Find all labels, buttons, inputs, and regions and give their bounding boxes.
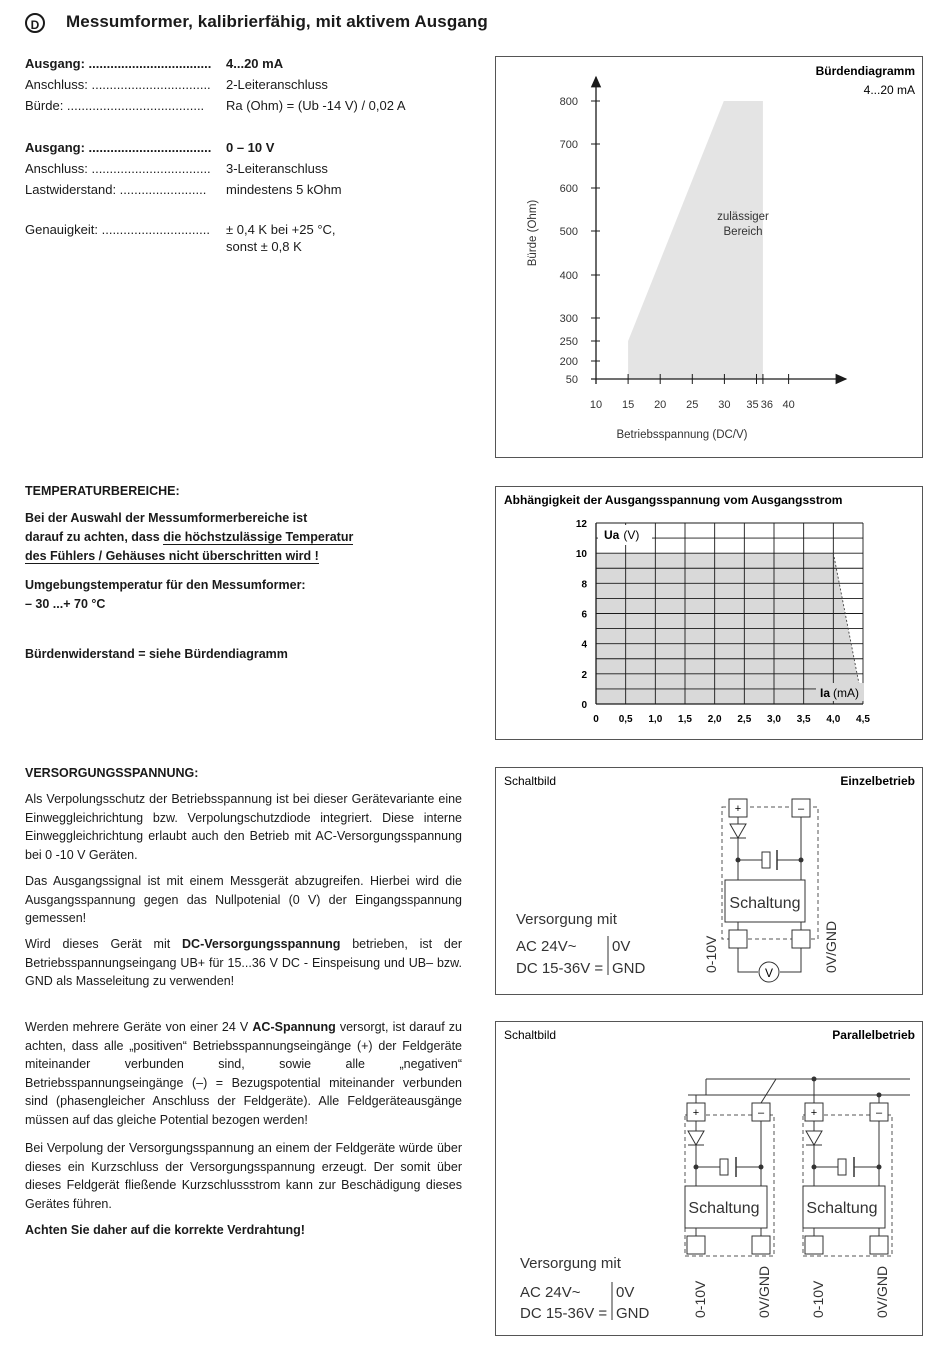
supply-warning: Achten Sie daher auf die korrekte Verdrahtung! bbox=[25, 1223, 305, 1237]
y-tick-label: 500 bbox=[559, 226, 578, 238]
supply-gnd: GND bbox=[612, 960, 646, 977]
diode-icon bbox=[806, 1131, 822, 1145]
y-tick-label: 10 bbox=[575, 549, 587, 561]
spec-value-2: sonst ± 0,8 K bbox=[226, 239, 302, 254]
supply-ac: AC 24V~ bbox=[516, 938, 577, 955]
svg-text:Schaltung: Schaltung bbox=[688, 1200, 760, 1217]
spec-value: ± 0,4 K bei +25 °C, bbox=[226, 222, 336, 237]
x-tick-label: 20 bbox=[654, 399, 667, 411]
x-tick-label: 35 bbox=[746, 399, 759, 411]
y-tick-label: 250 bbox=[559, 336, 578, 348]
spec-block-0-10 bbox=[25, 137, 342, 200]
x-tick-label: 1,5 bbox=[678, 714, 692, 725]
temperature-note bbox=[25, 509, 353, 566]
x-tick-label: 2,5 bbox=[737, 714, 752, 725]
language-badge: D bbox=[25, 13, 45, 33]
temp-line-2a: darauf zu achten, dass bbox=[25, 530, 164, 544]
output-chart-box bbox=[495, 486, 923, 740]
terminal-output bbox=[729, 930, 747, 948]
svg-text:–: – bbox=[757, 1107, 765, 1119]
x-tick-label: 0,5 bbox=[618, 714, 633, 725]
supply-0v: 0V bbox=[612, 938, 631, 955]
schematic-single bbox=[496, 768, 924, 996]
y-tick-label: 200 bbox=[559, 356, 578, 368]
x-axis-label: Betriebsspannung (DC/V) bbox=[616, 429, 748, 441]
device-1 bbox=[685, 1079, 776, 1318]
schematic-label: Schaltbild bbox=[504, 1028, 557, 1042]
supply-paragraph-3: Wird dieses Gerät mit DC-Versorgungsspannung betrieben, ist der Betriebsspannungseingang UB+ für 15...36 V DC - Einspeisung und UB– bzw. GND als Masseleitung zu verwenden! bbox=[25, 937, 462, 988]
y-tick-label: 800 bbox=[559, 96, 578, 108]
supply-gnd: GND bbox=[616, 1305, 650, 1322]
schematic-mode: Parallelbetrieb bbox=[832, 1028, 915, 1042]
schematic-parallel bbox=[496, 1022, 924, 1337]
gnd-label: 0V/GND bbox=[874, 1265, 890, 1318]
y-tick-label: 50 bbox=[565, 374, 578, 386]
spec-label: Genauigkeit: .............................. bbox=[25, 222, 210, 237]
schematic-label: Schaltbild bbox=[504, 774, 557, 788]
x-tick-label: 10 bbox=[589, 399, 603, 411]
spec-value: 4...20 mA bbox=[226, 56, 284, 71]
supply-dc: DC 15-36V = bbox=[520, 1305, 608, 1322]
spec-label: Ausgang: .................................. bbox=[25, 140, 212, 155]
x-tick-label: 40 bbox=[782, 399, 795, 411]
burden-chart bbox=[496, 57, 924, 459]
x-tick-label: 3,5 bbox=[796, 714, 811, 725]
x-tick-label: 0 bbox=[593, 714, 599, 725]
diode-icon bbox=[688, 1131, 704, 1145]
chart-title: Bürdendiagramm bbox=[815, 64, 915, 78]
output-label: 0-10V bbox=[692, 1280, 708, 1318]
supply-heading: VERSORGUNGSSPANNUNG: bbox=[25, 766, 199, 780]
region-label-1: zulässiger bbox=[717, 211, 769, 223]
spec-label: Bürde: ...................................... bbox=[25, 98, 205, 113]
x-axis-label: Ia (mA) bbox=[820, 686, 860, 700]
spec-label: Ausgang: .................................. bbox=[25, 56, 212, 71]
x-tick-label: 15 bbox=[621, 399, 635, 411]
gnd-label: 0V/GND bbox=[756, 1265, 772, 1318]
capacitor-icon bbox=[838, 1159, 846, 1175]
spec-value: 0 – 10 V bbox=[226, 140, 275, 155]
chart-subtitle: 4...20 mA bbox=[863, 83, 915, 97]
output-label: 0-10V bbox=[810, 1280, 826, 1318]
x-tick-label: 25 bbox=[686, 399, 699, 411]
schematic-parallel-box bbox=[495, 1021, 923, 1336]
chart-title: Abhängigkeit der Ausgangsspannung vom Ausgangsstrom bbox=[504, 493, 843, 507]
spec-row-connection bbox=[25, 158, 342, 179]
supply-paragraph-4: Werden mehrere Geräte von einer 24 V AC-Spannung versorgt, ist darauf zu achten, dass alle „positiven“ Betriebsspannungseingänge (+) der Feldgeräte miteinander verbunden sind, sowie alle „negativen“ Betriebsspannungseingänge (–) = Bezugspotential miteinander verbunden sind (phasengleicher Anschluss der Feldgeräte). Alle Feldgeräteausgänge müssen auf das gleiche Potential bezogen werden! bbox=[25, 1020, 462, 1127]
x-tick-label: 4,0 bbox=[826, 714, 841, 725]
spec-accuracy bbox=[25, 221, 336, 255]
x-tick-label: 30 bbox=[718, 399, 731, 411]
output-label: 0-10V bbox=[703, 935, 719, 973]
temp-line-2b: die höchstzulässige Temperatur bbox=[163, 530, 354, 544]
spec-value: 2-Leiteranschluss bbox=[226, 77, 328, 92]
svg-text:Schaltung: Schaltung bbox=[729, 895, 801, 912]
x-tick-label: 1,0 bbox=[648, 714, 663, 725]
y-axis-label: Bürde (Ohm) bbox=[527, 199, 539, 267]
spec-block-4-20 bbox=[25, 53, 406, 116]
terminal-output bbox=[805, 1236, 823, 1254]
supply-paragraph-1: Als Verpolungsschutz der Betriebsspannung ist bei dieser Gerätevariante eine Einweggleichrichtung bzw. Verpolungschutzdiode integriert. Diese interne Einweggleichrichtung erlaubt auch den Betrieb mit AC-Versorgungsspannung bei 0 -10 V Geräten. bbox=[25, 792, 462, 862]
supply-ac: AC 24V~ bbox=[520, 1284, 581, 1301]
temp-line-1: Bei der Auswahl der Messumformerbereiche ist bbox=[25, 511, 308, 525]
supply-dc: DC 15-36V = bbox=[516, 960, 604, 977]
supply-0v: 0V bbox=[616, 1284, 635, 1301]
y-tick-label: 12 bbox=[575, 519, 587, 530]
supply-paragraph-5: Bei Verpolung der Versorgungsspannung an einem der Feldgeräte würde über dieses ein Kurzschluss der Versorgungsspannung erzeugt. Der somit über dieses Feldgerät fließende Kurzschlussstrom kann zur Beschädigung dieses Gerätes führen. bbox=[25, 1141, 462, 1211]
terminal-output bbox=[687, 1236, 705, 1254]
x-tick-label: 3,0 bbox=[767, 714, 781, 725]
svg-text:–: – bbox=[797, 803, 805, 815]
y-tick-label: 600 bbox=[559, 183, 578, 195]
spec-label: Anschluss: ................................. bbox=[25, 77, 211, 92]
ambient-value: – 30 ...+ 70 °C bbox=[25, 597, 106, 611]
page-title: Messumformer, kalibrierfähig, mit aktivem Ausgang bbox=[66, 12, 488, 31]
y-axis-label: Ua (V) bbox=[604, 528, 640, 542]
x-tick-label: 2,0 bbox=[707, 714, 722, 725]
spec-row-output bbox=[25, 53, 406, 74]
svg-text:+: + bbox=[810, 1107, 818, 1119]
terminal-gnd bbox=[752, 1236, 770, 1254]
diode-icon bbox=[730, 824, 746, 838]
terminal-gnd bbox=[792, 930, 810, 948]
gnd-label: 0V/GND bbox=[823, 920, 839, 973]
burden-diagram-box bbox=[495, 56, 923, 458]
spec-value: Ra (Ohm) = (Ub -14 V) / 0,02 A bbox=[226, 98, 406, 113]
y-tick-label: 0 bbox=[581, 700, 587, 711]
svg-text:V: V bbox=[764, 966, 774, 980]
device-2 bbox=[803, 1077, 892, 1319]
spec-value: 3-Leiteranschluss bbox=[226, 161, 328, 176]
svg-text:+: + bbox=[734, 803, 742, 815]
spec-row-connection bbox=[25, 74, 406, 95]
supply-title: Versorgung mit bbox=[520, 1255, 621, 1272]
terminal-gnd bbox=[870, 1236, 888, 1254]
supply-title: Versorgung mit bbox=[516, 911, 617, 928]
y-tick-label: 300 bbox=[559, 313, 578, 325]
supply-paragraph-2: Das Ausgangssignal ist mit einem Messgerät abzugreifen. Hierbei wird die Ausgangsspannung gegen das Nullpotenial (0 V) der Eingangsspannung gemessen! bbox=[25, 874, 462, 925]
ambient-temperature bbox=[25, 576, 306, 614]
spec-row-burden bbox=[25, 95, 406, 116]
svg-text:–: – bbox=[875, 1107, 883, 1119]
spec-label: Anschluss: ................................. bbox=[25, 161, 211, 176]
spec-row-output bbox=[25, 137, 342, 158]
y-tick-label: 2 bbox=[581, 669, 587, 681]
y-tick-label: 400 bbox=[559, 270, 578, 282]
spec-label: Lastwiderstand: ........................ bbox=[25, 182, 207, 197]
svg-text:Schaltung: Schaltung bbox=[806, 1200, 878, 1217]
spec-value: mindestens 5 kOhm bbox=[226, 182, 342, 197]
y-tick-label: 6 bbox=[581, 609, 587, 621]
capacitor-icon bbox=[720, 1159, 728, 1175]
y-tick-label: 700 bbox=[559, 139, 578, 151]
x-tick-label: 4,5 bbox=[856, 714, 870, 725]
temp-line-3: des Fühlers / Gehäuses nicht überschritten wird ! bbox=[25, 549, 319, 563]
capacitor-icon bbox=[762, 852, 770, 868]
svg-text:+: + bbox=[692, 1107, 700, 1119]
output-chart bbox=[496, 487, 924, 741]
ambient-label: Umgebungstemperatur für den Messumformer: bbox=[25, 578, 306, 592]
schematic-single-box bbox=[495, 767, 923, 995]
y-tick-label: 4 bbox=[581, 639, 587, 651]
permitted-area bbox=[628, 101, 763, 379]
x-tick-label: 36 bbox=[760, 399, 774, 411]
spec-row-load bbox=[25, 179, 342, 200]
burden-note: Bürdenwiderstand = siehe Bürdendiagramm bbox=[25, 647, 288, 661]
y-tick-label: 8 bbox=[581, 579, 587, 591]
schematic-mode: Einzelbetrieb bbox=[840, 774, 915, 788]
region-label-2: Bereich bbox=[723, 226, 763, 238]
temperature-heading: TEMPERATURBEREICHE: bbox=[25, 484, 180, 498]
